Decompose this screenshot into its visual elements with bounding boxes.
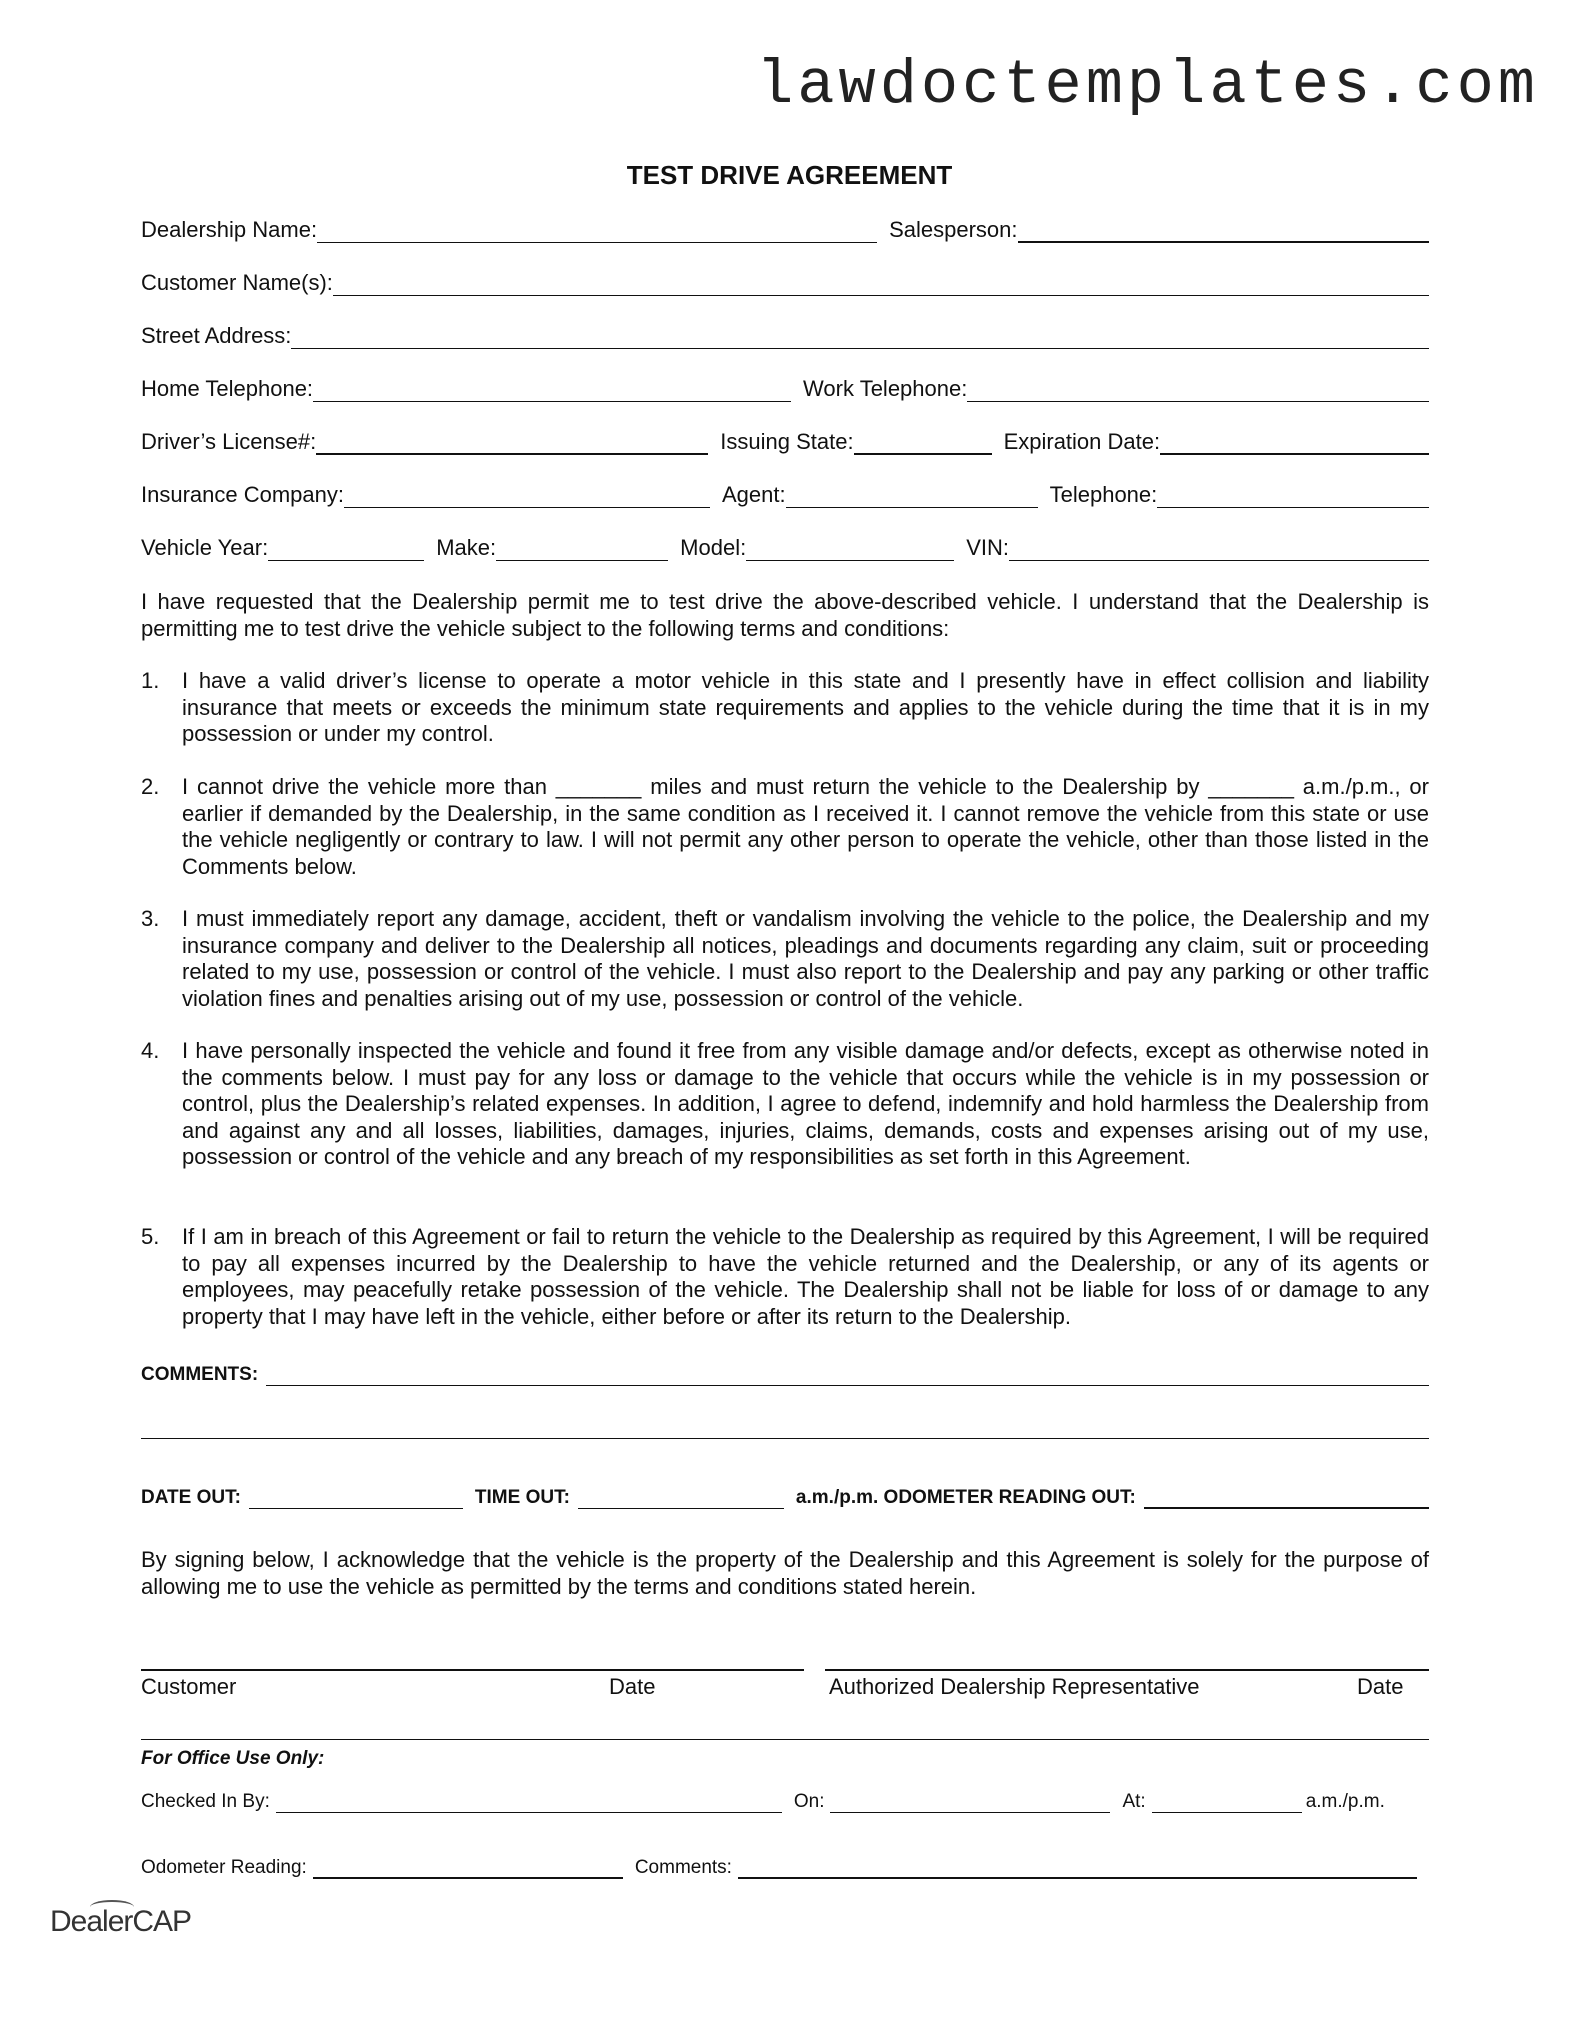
odometer-reading-label: Odometer Reading: bbox=[141, 1857, 307, 1878]
office-comments-label: Comments: bbox=[634, 1857, 732, 1878]
street-address-label: Street Address: bbox=[141, 323, 292, 348]
vehicle-row bbox=[141, 533, 1429, 561]
vehicle-year-label: Vehicle Year: bbox=[141, 535, 269, 560]
office-ampm-label: a.m./p.m. bbox=[1305, 1791, 1385, 1812]
dealership-row bbox=[141, 215, 1429, 243]
odometer-reading-field[interactable] bbox=[313, 1855, 623, 1879]
make-label: Make: bbox=[436, 535, 497, 560]
make-field[interactable] bbox=[496, 538, 668, 561]
insurance-company-field[interactable] bbox=[344, 485, 710, 508]
vin-field[interactable] bbox=[1009, 538, 1429, 561]
term-text: I have personally inspected the vehicle and found it free from any visible damage and/or defects, except as otherwise noted in the comments below. I must pay for any loss or damage to the vehicle that occurs while the vehicle is in my possession or control, plus the Dealership’s related expenses. In addition, I agree to defend, indemnify and hold harmless the Dealership from and against any and all losses, liabilities, damages, injuries, claims, demands, costs and expenses arising out of my use, possession or control of the vehicle and any breach of my responsibilities as set forth in this Agreement. bbox=[182, 1038, 1429, 1169]
customer-date-label: Date bbox=[609, 1674, 656, 1699]
work-telephone-field[interactable] bbox=[967, 379, 1429, 402]
drivers-license-field[interactable] bbox=[316, 431, 708, 455]
customer-signature-label: Customer bbox=[141, 1674, 237, 1699]
dealership-name-label: Dealership Name: bbox=[141, 217, 318, 242]
salesperson-label: Salesperson: bbox=[889, 217, 1018, 242]
on-field[interactable] bbox=[830, 1790, 1110, 1813]
model-field[interactable] bbox=[746, 538, 954, 561]
drivers-license-label: Driver’s License#: bbox=[141, 429, 317, 454]
at-label: At: bbox=[1122, 1791, 1146, 1812]
agent-field[interactable] bbox=[786, 485, 1038, 508]
checked-in-by-field[interactable] bbox=[276, 1790, 782, 1813]
representative-date-label: Date bbox=[1357, 1674, 1404, 1699]
comments-line-2[interactable] bbox=[141, 1438, 1429, 1439]
term-number: 5. bbox=[141, 1224, 160, 1249]
office-use-heading: For Office Use Only: bbox=[141, 1748, 325, 1769]
vehicle-year-field[interactable] bbox=[268, 538, 424, 561]
term-number: 2. bbox=[141, 774, 160, 799]
checkout-row bbox=[141, 1481, 1429, 1509]
comments-row bbox=[141, 1358, 1429, 1386]
representative-signature-label: Authorized Dealership Representative bbox=[829, 1674, 1200, 1699]
time-out-label: TIME OUT: bbox=[474, 1487, 570, 1508]
on-label: On: bbox=[793, 1791, 825, 1812]
page-title: TEST DRIVE AGREEMENT bbox=[626, 160, 953, 190]
term-item bbox=[141, 774, 1429, 880]
insurance-row bbox=[141, 480, 1429, 508]
comments-field[interactable] bbox=[266, 1363, 1429, 1386]
term-item bbox=[141, 1038, 1429, 1171]
odometer-row bbox=[141, 1853, 1429, 1879]
insurance-telephone-label: Telephone: bbox=[1049, 482, 1158, 507]
street-address-field[interactable] bbox=[291, 326, 1429, 349]
work-telephone-label: Work Telephone: bbox=[803, 376, 968, 401]
term-text: I cannot drive the vehicle more than _______ miles and must return the vehicle to the Dealership by _______ a.m./p.m., or earlier if demanded by the Dealership, in the same condition as I received it. I cannot remove the vehicle from this state or use the vehicle negligently or contrary to law. I will not permit any other person to operate the vehicle, other than those listed in the Comments below. bbox=[182, 774, 1429, 879]
office-divider bbox=[141, 1739, 1429, 1740]
model-label: Model: bbox=[680, 535, 747, 560]
salesperson-field[interactable] bbox=[1018, 219, 1430, 243]
insurance-company-label: Insurance Company: bbox=[141, 482, 344, 507]
address-row bbox=[141, 321, 1429, 349]
home-telephone-label: Home Telephone: bbox=[141, 376, 314, 401]
customer-signature-line[interactable] bbox=[141, 1669, 804, 1671]
odometer-out-label: a.m./p.m. ODOMETER READING OUT: bbox=[795, 1487, 1136, 1508]
dealership-name-field[interactable] bbox=[317, 220, 877, 243]
time-out-field[interactable] bbox=[578, 1486, 784, 1509]
term-text: I have a valid driver’s license to operate a motor vehicle in this state and I presently have in effect collision and liability insurance that meets or exceeds the minimum state requirements and applies to the vehicle during the time that it is in my possession or under my control. bbox=[182, 668, 1429, 746]
watermark: lawdoctemplates.com bbox=[756, 50, 1539, 121]
dealercap-logo: DealerCAP bbox=[50, 1905, 192, 1938]
license-row bbox=[141, 427, 1429, 455]
term-text: If I am in breach of this Agreement or fail to return the vehicle to the Dealership as required by this Agreement, I will be required to pay all expenses incurred by the Dealership to have the vehicle returned and the Dealership, or any of its agents or employees, may peacefully retake possession of the vehicle. The Dealership shall not be liable for loss of or damage to any property that I may have left in the vehicle, either before or after its return to the Dealership. bbox=[182, 1224, 1429, 1329]
odometer-out-field[interactable] bbox=[1144, 1485, 1429, 1509]
term-text: I must immediately report any damage, accident, theft or vandalism involving the vehicle to the police, the Dealership and my insurance company and deliver to the Dealership all notices, pleadings and documents regarding any claim, suit or proceeding related to my use, possession or control of the vehicle. I must also report to the Dealership and pay any parking or other traffic violation fines and penalties arising out of my use, possession or control of the vehicle. bbox=[182, 906, 1429, 1011]
term-item bbox=[141, 1224, 1429, 1330]
term-number: 3. bbox=[141, 906, 160, 931]
term-number: 4. bbox=[141, 1038, 160, 1063]
expiration-date-label: Expiration Date: bbox=[1003, 429, 1161, 454]
term-number: 1. bbox=[141, 668, 160, 693]
date-out-field[interactable] bbox=[249, 1486, 463, 1509]
expiration-date-field[interactable] bbox=[1160, 431, 1429, 455]
vin-label: VIN: bbox=[966, 535, 1009, 560]
intro-paragraph: I have requested that the Dealership permit me to test drive the above-described vehicle. I understand that the Dealership is permitting me to test drive the vehicle subject to the following terms and conditions: bbox=[141, 589, 1429, 641]
issuing-state-label: Issuing State: bbox=[720, 429, 854, 454]
home-telephone-field[interactable] bbox=[313, 379, 791, 402]
term-item bbox=[141, 906, 1429, 1012]
insurance-telephone-field[interactable] bbox=[1157, 485, 1429, 508]
telephone-row bbox=[141, 374, 1429, 402]
term-item bbox=[141, 668, 1429, 748]
at-field[interactable] bbox=[1152, 1790, 1302, 1813]
acknowledgement-paragraph: By signing below, I acknowledge that the vehicle is the property of the Dealership and this Agreement is solely for the purpose of allowing me to use the vehicle as permitted by the terms and conditions stated herein. bbox=[141, 1547, 1429, 1599]
checked-in-row bbox=[141, 1787, 1429, 1813]
agent-label: Agent: bbox=[722, 482, 786, 507]
customer-names-field[interactable] bbox=[333, 273, 1429, 296]
office-comments-field[interactable] bbox=[738, 1855, 1417, 1879]
date-out-label: DATE OUT: bbox=[141, 1487, 241, 1508]
checked-in-by-label: Checked In By: bbox=[141, 1791, 270, 1812]
issuing-state-field[interactable] bbox=[854, 431, 992, 455]
comments-label: COMMENTS: bbox=[141, 1364, 259, 1385]
customer-row bbox=[141, 268, 1429, 296]
customer-names-label: Customer Name(s): bbox=[141, 270, 333, 295]
representative-signature-line[interactable] bbox=[825, 1669, 1429, 1671]
